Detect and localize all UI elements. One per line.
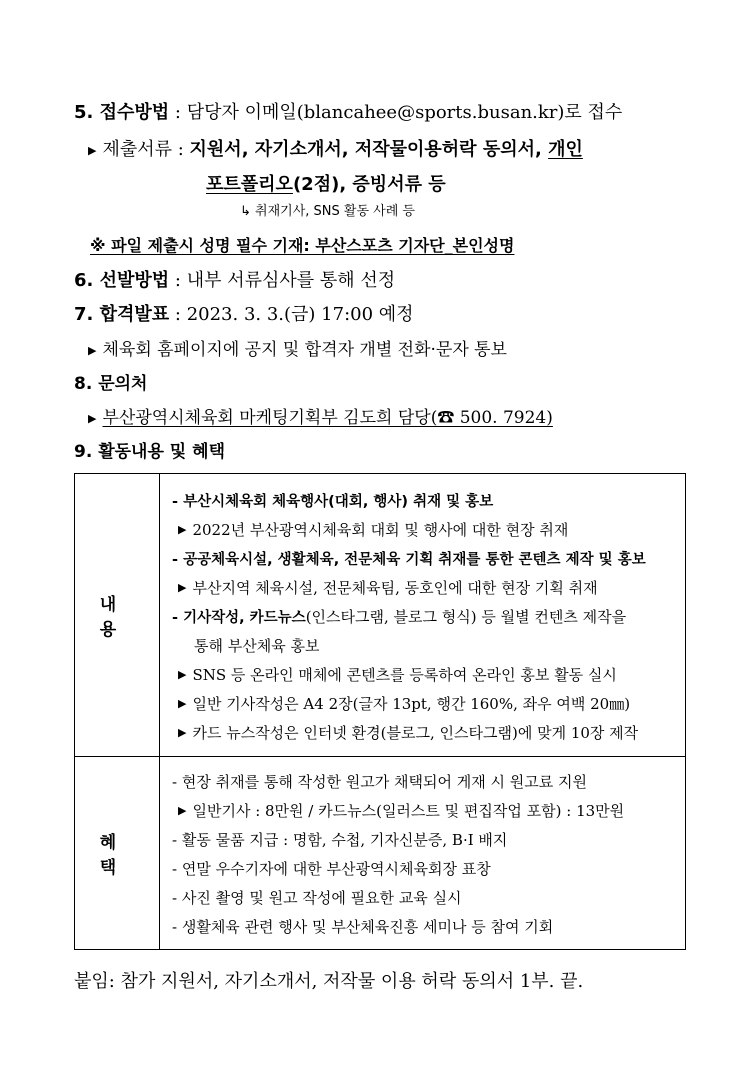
content-item xyxy=(172,515,679,544)
content-item xyxy=(172,486,679,515)
content-item-text: 부산지역 체육시설, 전문체육팀, 동호인에 대한 현장 기획 취재 xyxy=(192,578,598,597)
benefit-item xyxy=(172,883,679,912)
section-9-heading: 9. 활동내용 및 혜택 xyxy=(74,442,225,462)
content-item-text: (인스타그램, 블로그 형식) 등 월별 컨텐츠 제작을 xyxy=(305,607,627,626)
contact-text: 부산광역시체육회 마케팅기획부 김도희 담당(☎ 500. 7924) xyxy=(102,408,553,428)
content-item-text: SNS 등 온라인 매체에 콘텐츠를 등록하여 온라인 홍보 활동 실시 xyxy=(192,665,617,684)
content-item-bold: - 기사작성, 카드뉴스 xyxy=(172,609,306,626)
benefit-item xyxy=(172,854,679,883)
section-7-sub: 체육회 홈페이지에 공지 및 합격자 개별 전화·문자 통보 xyxy=(102,340,507,360)
benefit-cell xyxy=(160,757,686,950)
benefit-item-text: - 연말 우수기자에 대한 부산광역시체육회장 표창 xyxy=(172,860,491,878)
benefit-item-text: 일반기사 : 8만원 / 카드뉴스(일러스트 및 편집작업 포함) : 13만원 xyxy=(192,802,625,820)
triangle-bullet-icon: ▶ xyxy=(178,580,187,594)
content-item xyxy=(172,544,679,573)
submission-docs-sub: ↳ 취재기사, SNS 활동 사례 등 xyxy=(240,204,415,219)
section-7-text: 2023. 3. 3.(금) 17:00 예정 xyxy=(186,304,414,325)
file-notice: ※ 파일 제출시 성명 필수 기재: 부산스포츠 기자단_본인성명 xyxy=(90,236,515,255)
triangle-bullet-icon: ▶ xyxy=(88,412,97,425)
benefit-item-text: - 생활체육 관련 행사 및 부산체육진흥 세미나 등 참여 기회 xyxy=(172,918,554,936)
content-item xyxy=(172,689,679,718)
section-6-line xyxy=(74,272,395,290)
content-item-text: 일반 기사작성은 A4 2장(글자 13pt, 행간 160%, 좌우 여백 20㎜) xyxy=(192,694,631,713)
triangle-bullet-icon: ▶ xyxy=(178,696,187,710)
benefit-item-text: - 활동 물품 지급 : 명함, 수첩, 기자신분증, B·I 배지 xyxy=(172,831,508,849)
section-8-contact-line xyxy=(88,410,553,427)
benefit-item xyxy=(172,825,679,854)
triangle-bullet-icon: ▶ xyxy=(88,143,97,157)
submission-docs-text: 지원서, 자기소개서, 저작물이용허락 동의서, xyxy=(189,139,549,160)
benefit-item xyxy=(172,796,679,825)
content-item xyxy=(172,573,679,602)
activity-table xyxy=(74,473,686,950)
content-item xyxy=(172,602,679,631)
section-8-heading: 8. 문의처 xyxy=(74,374,148,394)
attachment-note: 붙임: 참가 지원서, 자기소개서, 저작물 이용 허락 동의서 1부. 끝. xyxy=(74,971,584,992)
content-item-text: 2022년 부산광역시체육회 대회 및 행사에 대한 현장 취재 xyxy=(192,520,569,539)
content-item-text: 통해 부산체육 홍보 xyxy=(194,636,320,655)
benefit-row xyxy=(75,757,686,950)
submission-docs-line-2 xyxy=(206,176,446,194)
content-item xyxy=(172,660,679,689)
content-cell xyxy=(160,474,686,757)
triangle-bullet-icon: ▶ xyxy=(178,725,187,739)
section-6-text: 내부 서류심사를 통해 선정 xyxy=(186,270,396,291)
section-5-heading: 5. 접수방법 xyxy=(74,102,170,123)
submission-docs-portfolio-b: 포트폴리오 xyxy=(206,174,293,195)
colon: : xyxy=(169,270,187,291)
content-row xyxy=(75,474,686,757)
content-item-text: - 부산시체육회 체육행사(대회, 행사) 취재 및 홍보 xyxy=(172,493,494,510)
section-7-sub-line xyxy=(88,342,507,359)
submission-docs-text-2: (2점), 증빙서류 등 xyxy=(292,174,446,195)
section-7-heading: 7. 합격발표 xyxy=(74,304,170,325)
content-item-text: - 공공체육시설, 생활체육, 전문체육 기획 취재를 통한 콘텐츠 제작 및 홍보 xyxy=(172,551,646,568)
content-item-text: 카드 뉴스작성은 인터넷 환경(블로그, 인스타그램)에 맞게 10장 제작 xyxy=(192,723,639,742)
triangle-bullet-icon: ▶ xyxy=(178,667,187,681)
content-item xyxy=(172,631,679,660)
section-5-text: 담당자 이메일(blancahee@sports.busan.kr)로 접수 xyxy=(186,102,623,123)
triangle-bullet-icon: ▶ xyxy=(88,344,97,357)
submission-docs-portfolio-a: 개인 xyxy=(548,139,583,160)
benefit-label: 혜 택 xyxy=(75,757,160,950)
benefit-item xyxy=(172,912,679,941)
section-7-line xyxy=(74,306,414,324)
benefit-item-text: - 사진 촬영 및 원고 작성에 필요한 교육 실시 xyxy=(172,889,462,907)
section-5-line xyxy=(74,104,622,122)
submission-docs-label: 제출서류 : xyxy=(102,139,190,160)
colon: : xyxy=(169,304,187,325)
triangle-bullet-icon: ▶ xyxy=(178,804,187,817)
content-item xyxy=(172,718,679,747)
content-label: 내 용 xyxy=(75,474,160,757)
section-6-heading: 6. 선발방법 xyxy=(74,270,170,291)
benefit-item-text: - 현장 취재를 통해 작성한 원고가 채택되어 게재 시 원고료 지원 xyxy=(172,773,588,791)
triangle-bullet-icon: ▶ xyxy=(178,522,187,536)
benefit-item xyxy=(172,767,679,796)
submission-docs-line xyxy=(88,141,583,159)
colon: : xyxy=(169,102,187,123)
